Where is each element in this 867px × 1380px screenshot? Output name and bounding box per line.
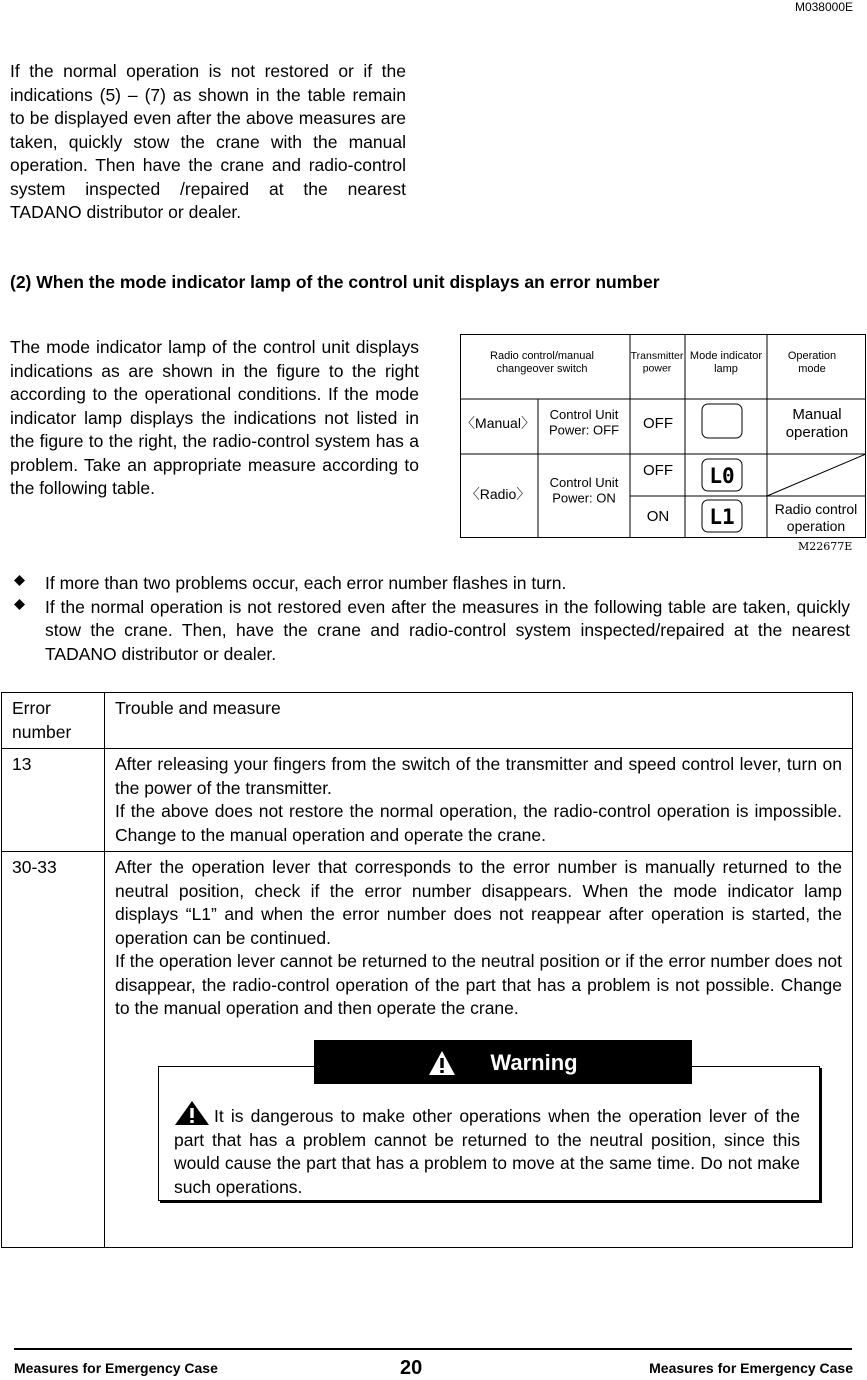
lamp-blank-icon bbox=[702, 404, 742, 438]
table-row bbox=[2, 749, 853, 852]
document-id: M038000E bbox=[794, 0, 853, 14]
manual-unit-label: Control Unit bbox=[549, 407, 619, 422]
bullet-text: If more than two problems occur, each error number flashes in turn. bbox=[45, 573, 567, 593]
svg-text:Control UnitPower: OFF: Control Unit Power: OFF bbox=[548, 407, 620, 438]
radio-unit-label: Control Unit bbox=[549, 475, 619, 490]
empty-cell-diagonal bbox=[767, 454, 866, 496]
bullet-list bbox=[14, 572, 850, 666]
manual-mode-label: Manual bbox=[792, 406, 842, 423]
header-power: Transmitter bbox=[630, 350, 684, 362]
bullet-text: If the normal operation is not restored even after the measures in the following table are taken, quickly stow the crane. Then, have the crane and radio-control system inspected/repaired at the nearest TADANO distributor or dealer. bbox=[45, 596, 850, 664]
list-item bbox=[14, 596, 850, 667]
diamond-bullet-icon bbox=[14, 575, 25, 586]
svg-text:Manualoperation: Manual operation bbox=[785, 406, 849, 441]
warning-header bbox=[314, 1040, 692, 1084]
footer-divider bbox=[14, 1348, 852, 1350]
measure-paragraph: If the above does not restore the normal operation, the radio-control operation is impossible. Change to the manual operation and operate the crane. bbox=[115, 801, 842, 845]
header-lamp: Mode indicator bbox=[689, 350, 763, 362]
manual-switch-label: 〈Manual〉 bbox=[461, 415, 535, 431]
header-switch: Radio control/manual bbox=[490, 350, 594, 362]
svg-text:Radio control/manualchangeover: Radio control/manual changeover switch bbox=[490, 350, 594, 376]
measure-cell bbox=[105, 749, 853, 852]
diamond-bullet-icon bbox=[14, 599, 25, 610]
figure-id: M22677E bbox=[798, 540, 853, 553]
measure-paragraph: If the operation lever cannot be returned to the neutral position or if the error number does not disappear, the radio-control operation of the part that has a problem is not possible. Change to the manual operation and then operate the crane. bbox=[115, 951, 842, 1018]
warning-text-block bbox=[174, 1100, 800, 1199]
svg-text:ON bbox=[647, 508, 670, 525]
svg-text:OFF bbox=[643, 415, 673, 432]
radio-on-mode-label: Radio control bbox=[774, 501, 858, 517]
svg-text:〈Manual〉 bbox=[461, 415, 535, 431]
radio-on-power-label: ON bbox=[646, 508, 670, 525]
footer-left: Measures for Emergency Case bbox=[14, 1360, 218, 1376]
measure-paragraph: After the operation lever that corresponds to the error number is manually returned to the neutral position, check if the error number disappears. When the mode indicator lamp displays “L1” and when the error number does not reappear after operation is started, the operation can be continued. bbox=[115, 857, 842, 948]
warning-text: It is dangerous to make other operations when the operation lever of the part that has a problem cannot be returned to the neutral position, since this would cause the part that has a problem to move at the same time. Do not make such operations. bbox=[174, 1106, 800, 1197]
svg-text:OFF bbox=[643, 462, 673, 479]
error-code: 13 bbox=[2, 749, 105, 852]
error-code: 30-33 bbox=[2, 852, 105, 1248]
table-header-row bbox=[2, 693, 853, 749]
header-error-number: Error number bbox=[2, 693, 105, 749]
header-trouble-measure: Trouble and measure bbox=[105, 693, 853, 749]
svg-text:Mode indicatorlamp: Mode indicator lamp bbox=[689, 350, 763, 376]
warning-triangle-icon bbox=[428, 1050, 456, 1076]
manual-power-label: OFF bbox=[643, 415, 673, 432]
mode-indicator-paragraph: The mode indicator lamp of the control unit displays indications as are shown in the figure to the right according to the operational conditions. If the mode indicator lamp displays the indications not listed in the figure to the right, the radio-control system has a problem. Take an appropriate measure according to the following table. bbox=[10, 337, 419, 498]
measure-paragraph: After releasing your fingers from the switch of the transmitter and speed control lever, turn on the power of the transmitter. bbox=[115, 754, 842, 798]
page-number: 20 bbox=[400, 1357, 423, 1379]
list-item bbox=[14, 572, 850, 596]
section-heading: (2) When the mode indicator lamp of the control unit displays an error number bbox=[10, 272, 660, 292]
intro-paragraph: If the normal operation is not restored or if the indications (5) – (7) as shown in the table remain to be displayed even after the above measures are taken, quickly stow the crane with the manual operation. Then have the crane and radio-control system inspected /repaired at the nearest TADANO distributor or dealer. bbox=[10, 61, 406, 222]
svg-text:L0 bbox=[709, 464, 734, 488]
svg-text:Control UnitPower: ON: Control Unit Power: ON bbox=[549, 475, 619, 506]
mode-indicator-figure bbox=[460, 334, 866, 538]
lamp-l0-text: L0 bbox=[709, 464, 735, 488]
radio-off-power-label: OFF bbox=[643, 462, 673, 479]
svg-text:Radio controloperation: Radio control operation bbox=[774, 501, 858, 534]
lamp-l1-text: L1 bbox=[709, 505, 735, 529]
svg-text:Operationmode: Operation mode bbox=[787, 350, 837, 376]
radio-switch-label: 〈Radio〉 bbox=[465, 486, 531, 502]
svg-text:L1 bbox=[709, 505, 734, 529]
warning-title: Warning bbox=[490, 1050, 578, 1076]
warning-triangle-icon bbox=[174, 1100, 210, 1126]
svg-text:〈Radio〉 bbox=[466, 486, 531, 502]
svg-text:Transmitterpower: Transmitter power bbox=[630, 350, 684, 375]
footer-right: Measures for Emergency Case bbox=[649, 1360, 853, 1376]
header-mode: Operation bbox=[787, 350, 837, 362]
